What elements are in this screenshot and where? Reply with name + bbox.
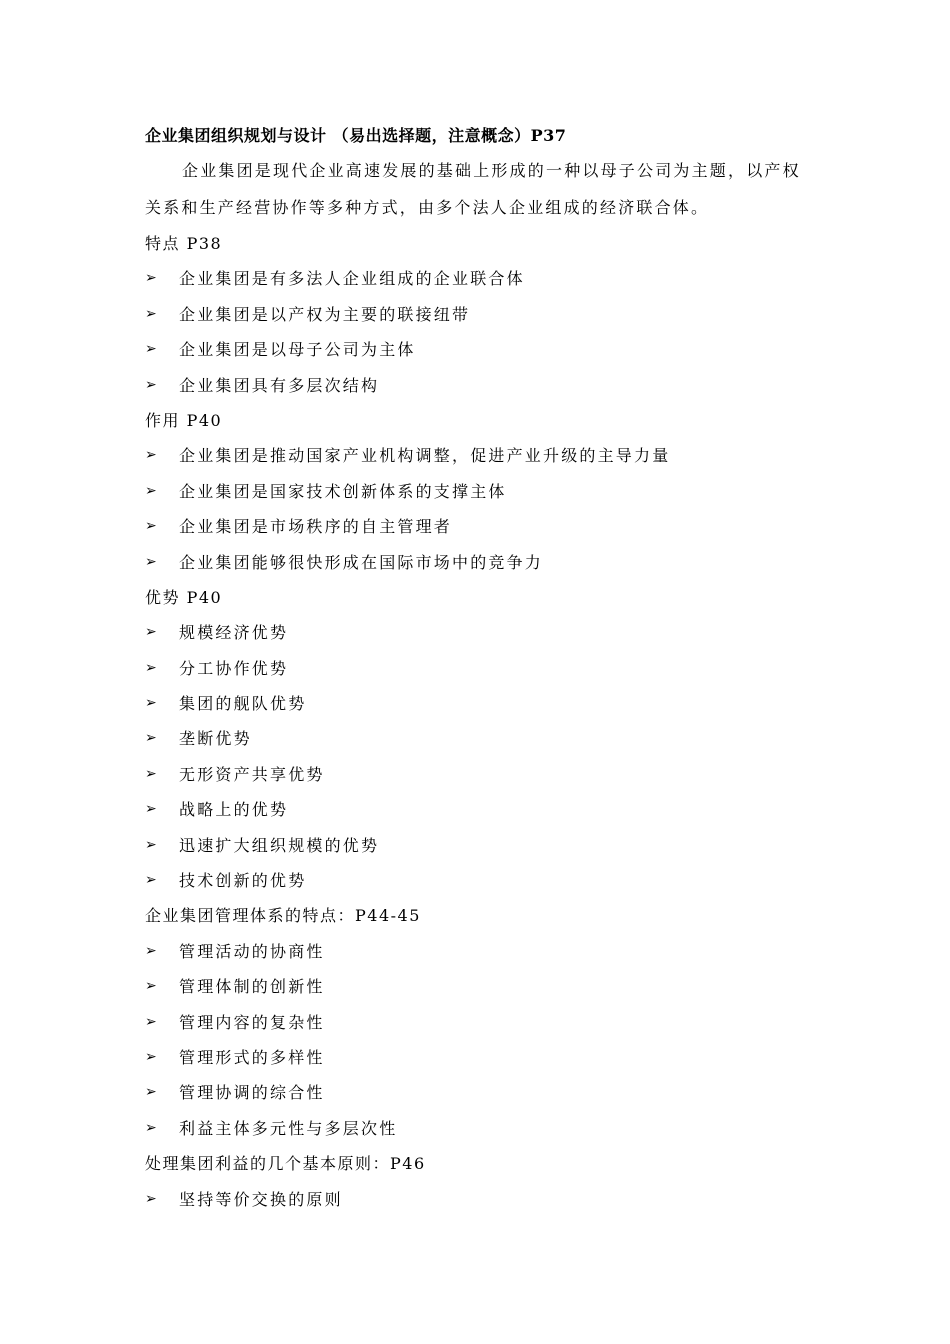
list-item [145,474,815,509]
section-heading: 企业集团管理体系的特点：P44-45 [145,906,421,926]
intro-paragraph: 企业集团是现代企业高速发展的基础上形成的一种以母子公司为主题，以产权关系和生产经营协作等多种方式，由多个法人企业组成的经济联合体。 [145,161,801,217]
list-item-text: 企业集团是推动国家产业机构调整，促进产业升级的主导力量 [179,446,671,466]
list-item [145,934,815,969]
list-item-text: 分工协作优势 [179,658,289,678]
list-item [145,1111,815,1146]
sections-container [145,226,815,1217]
arrow-bullet-icon: ➢ [145,765,157,782]
list-item [145,615,815,650]
list-item-text: 战略上的优势 [179,800,289,820]
list-item-text: 规模经济优势 [179,623,289,643]
list-item-text: 企业集团是市场秩序的自主管理者 [179,517,453,537]
arrow-bullet-icon: ➢ [145,305,157,322]
list-item-text: 管理体制的创新性 [179,977,325,997]
arrow-bullet-icon: ➢ [145,942,157,959]
list-item-text: 管理协调的综合性 [179,1083,325,1103]
list-item [145,438,815,473]
list-item [145,721,815,756]
list-item [145,1040,815,1075]
list-item [145,1182,815,1217]
list-item [145,828,815,863]
arrow-bullet-icon: ➢ [145,659,157,676]
list-item-text: 企业集团是以母子公司为主体 [179,340,416,360]
list-item-text: 管理活动的协商性 [179,941,325,961]
list-item-text: 企业集团是有多法人企业组成的企业联合体 [179,269,525,289]
list-item-text: 企业集团能够很快形成在国际市场中的竞争力 [179,552,544,572]
arrow-bullet-icon: ➢ [145,482,157,499]
bullet-list [145,261,815,403]
list-item [145,969,815,1004]
list-item [145,545,815,580]
arrow-bullet-icon: ➢ [145,1119,157,1136]
list-item [145,686,815,721]
bullet-list [145,934,815,1146]
list-item [145,1005,815,1040]
list-item [145,509,815,544]
list-item [145,368,815,403]
section-heading: 特点 P38 [145,234,223,253]
list-item [145,1075,815,1110]
list-item-text: 企业集团具有多层次结构 [179,375,380,395]
arrow-bullet-icon: ➢ [145,1013,157,1030]
bullet-list [145,438,815,580]
list-item-text: 无形资产共享优势 [179,764,325,784]
bullet-list [145,615,815,898]
list-item [145,651,815,686]
list-item [145,863,815,898]
section-heading: 作用 P40 [145,410,223,430]
arrow-bullet-icon: ➢ [145,872,157,889]
list-item-text: 管理形式的多样性 [179,1047,325,1067]
arrow-bullet-icon: ➢ [145,730,157,747]
list-item [145,757,815,792]
section-heading: 优势 P40 [145,587,223,607]
arrow-bullet-icon: ➢ [145,341,157,358]
arrow-bullet-icon: ➢ [145,1084,157,1101]
list-item-text: 迅速扩大组织规模的优势 [179,835,380,855]
list-item-text: 利益主体多元性与多层次性 [179,1118,398,1138]
document-page [145,120,815,1217]
bullet-list [145,1182,815,1217]
list-item-text: 企业集团是以产权为主要的联接纽带 [179,304,471,324]
list-item [145,792,815,827]
document-title: 企业集团组织规划与设计 （易出选择题，注意概念）P37 [145,126,567,145]
arrow-bullet-icon: ➢ [145,836,157,853]
arrow-bullet-icon: ➢ [145,270,157,287]
arrow-bullet-icon: ➢ [145,376,157,393]
list-item-text: 管理内容的复杂性 [179,1012,325,1032]
arrow-bullet-icon: ➢ [145,624,157,641]
arrow-bullet-icon: ➢ [145,553,157,570]
list-item-text: 企业集团是国家技术创新体系的支撑主体 [179,481,507,501]
arrow-bullet-icon: ➢ [145,801,157,818]
list-item [145,261,815,296]
arrow-bullet-icon: ➢ [145,1190,157,1207]
arrow-bullet-icon: ➢ [145,447,157,464]
list-item-text: 技术创新的优势 [179,871,307,891]
list-item-text: 集团的舰队优势 [179,694,307,714]
list-item [145,297,815,332]
section-heading: 处理集团利益的几个基本原则：P46 [145,1154,426,1174]
arrow-bullet-icon: ➢ [145,518,157,535]
list-item-text: 垄断优势 [179,729,252,749]
list-item-text: 坚持等价交换的原则 [179,1189,343,1209]
arrow-bullet-icon: ➢ [145,695,157,712]
arrow-bullet-icon: ➢ [145,978,157,995]
arrow-bullet-icon: ➢ [145,1048,157,1065]
list-item [145,332,815,367]
